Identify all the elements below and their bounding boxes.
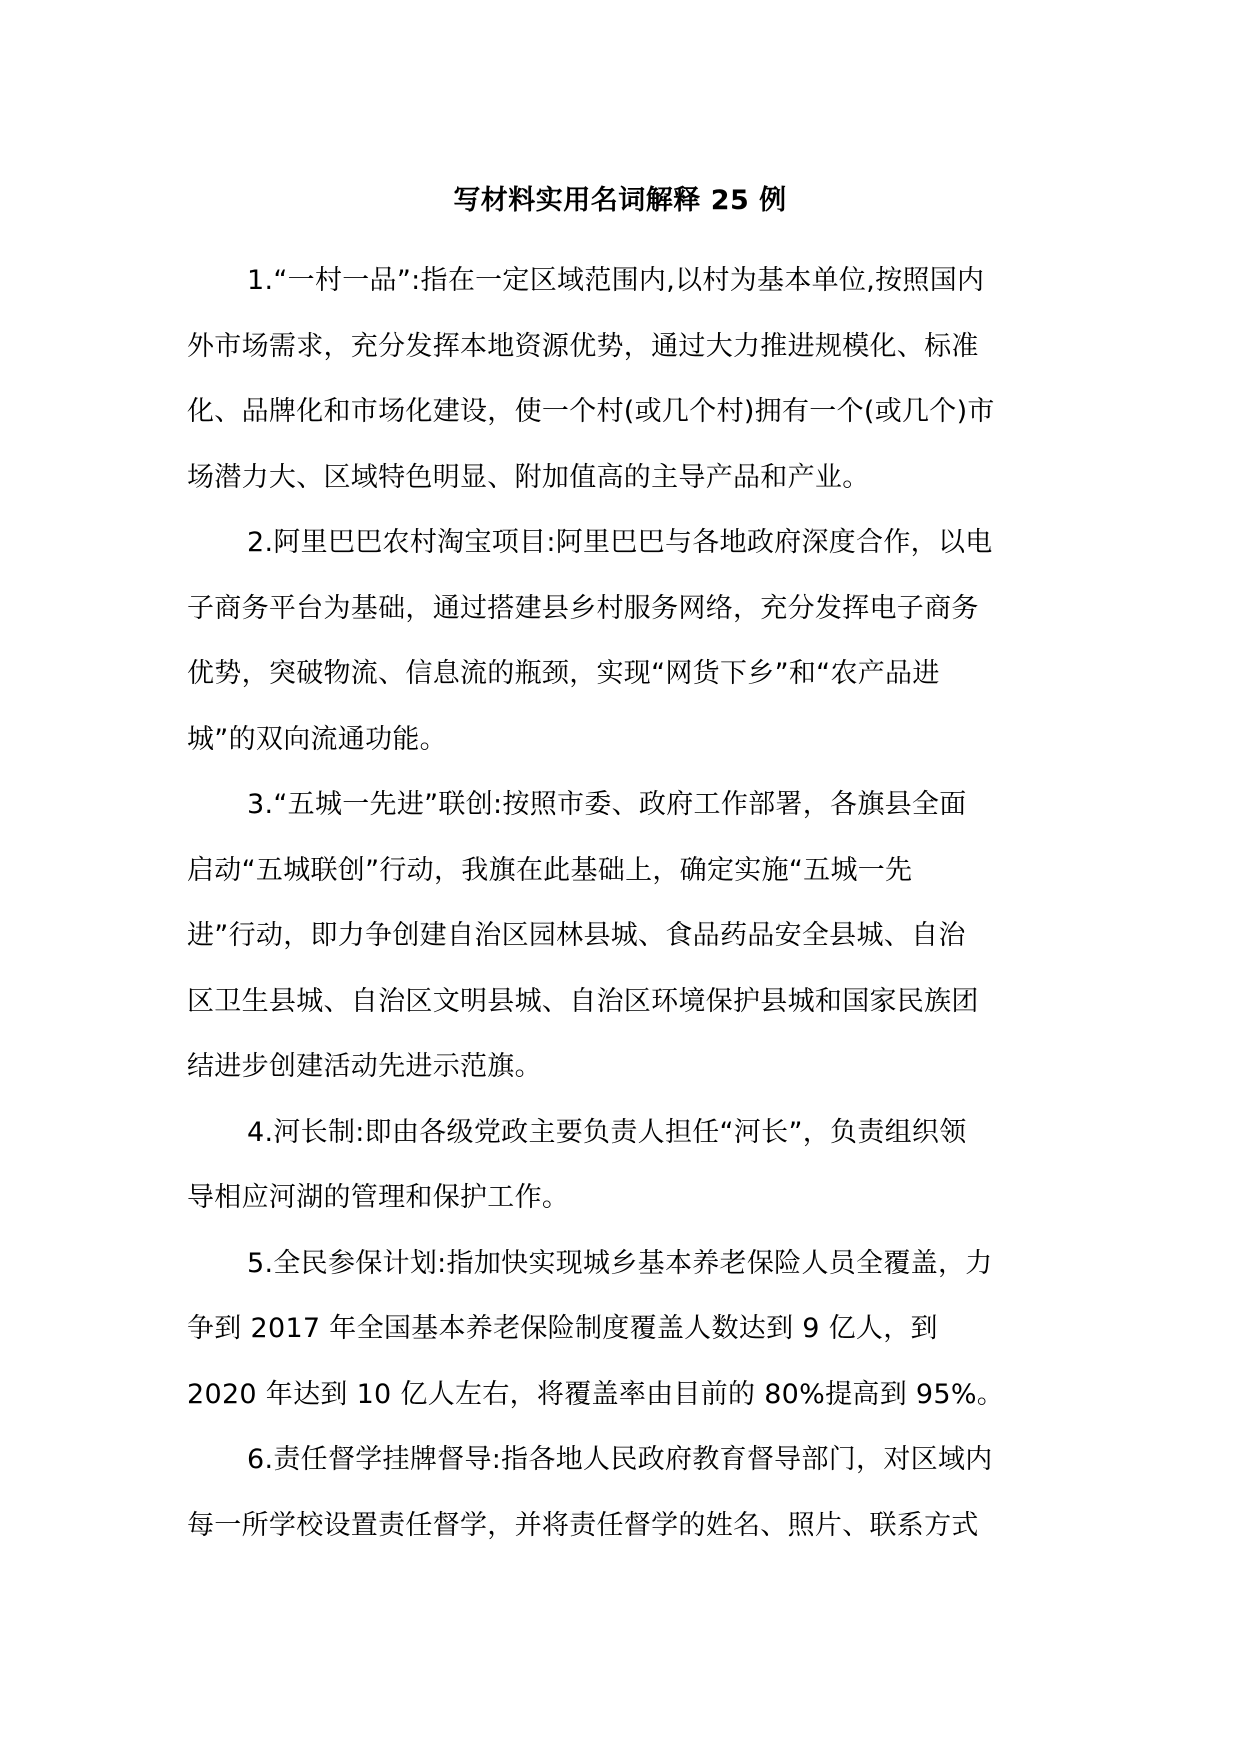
paragraph-2: 2.阿里巴巴农村淘宝项目:阿里巴巴与各地政府深度合作，以电 子商务平台为基础，通过搭建县乡村服务网络，充分发挥电子商务 优势，突破物流、信息流的瓶颈，实现“网货下乡”和“农产品进 城”的双向流通功能。 <box>187 527 993 755</box>
document-title: 写材料实用名词解释 25 例 <box>453 185 787 216</box>
paragraph-4: 4.河长制:即由各级党政主要负责人担任“河长”，负责组织领 导相应河湖的管理和保护工作。 <box>187 1116 967 1213</box>
paragraph-1: 1.“一村一品”:指在一定区域范围内,以村为基本单位,按照国内 外市场需求，充分发挥本地资源优势，通过大力推进规模化、标准 化、品牌化和市场化建设，使一个村(或几个村)拥有一个(或几个)市 场潜力大、区域特色明显、附加值高的主导产品和产业。 <box>187 265 995 493</box>
document-body <box>187 248 1067 1558</box>
paragraph-6: 6.责任督学挂牌督导:指各地人民政府教育督导部门，对区域内 每一所学校设置责任督学，并将责任督学的姓名、照片、联系方式 <box>187 1444 993 1541</box>
paragraph-5: 5.全民参保计划:指加快实现城乡基本养老保险人员全覆盖，力 争到 2017 年全国基本养老保险制度覆盖人数达到 9 亿人，到 2020 年达到 10 亿人左右，将覆盖率由目前的 80%提高到 95%。 <box>187 1247 1005 1410</box>
paragraph-3: 3.“五城一先进”联创:按照市委、政府工作部署，各旗县全面 启动“五城联创”行动，我旗在此基础上，确定实施“五城一先 进”行动，即力争创建自治区园林县城、食品药品安全县城、自治 区卫生县城、自治区文明县城、自治区环境保护县城和国家民族团 结进步创建活动先进示范旗。 <box>187 789 979 1082</box>
